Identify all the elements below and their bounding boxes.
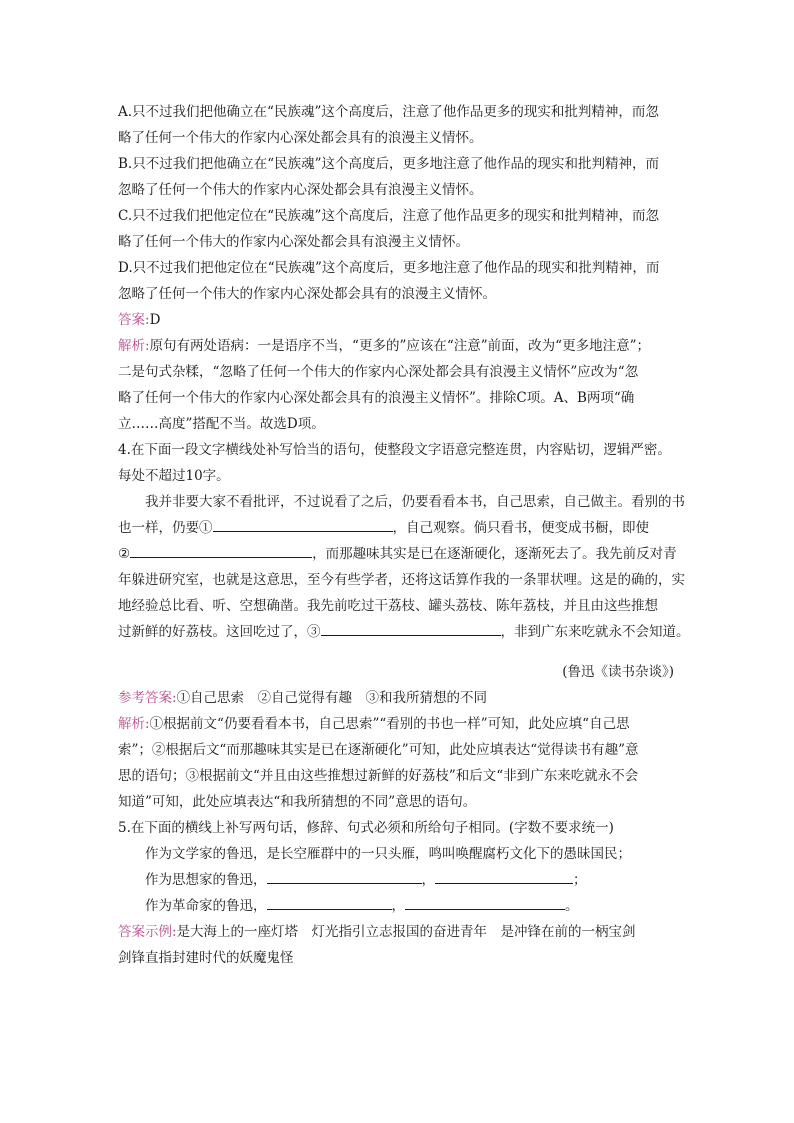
content-column bbox=[118, 99, 690, 971]
passage-text: 也一样，仍要① bbox=[118, 520, 213, 536]
q5-example-line-2: 剑锋直指封建时代的妖魔鬼怪 bbox=[118, 950, 294, 966]
option-d bbox=[118, 255, 678, 307]
option-a-line-1: A.只不过我们把他确立在“民族魂”这个高度后，注意了他作品更多的现实和批判精神，而忽 bbox=[118, 104, 659, 120]
q5-text: 作为思想家的鲁迅， bbox=[145, 872, 267, 888]
q3-answer bbox=[118, 307, 678, 333]
q4-analysis-text-1: ①根据前文“仍要看看本书，自己思索”“看别的书也一样”可知，此处应填“自己思 bbox=[149, 716, 630, 732]
q3-analysis-line-3: 略了任何一个伟大的作家内心深处都会具有的浪漫主义情怀”。排除C项。A、B两项“确 bbox=[118, 390, 635, 406]
q3-analysis-line-1 bbox=[118, 333, 678, 359]
q4-reference-answer bbox=[118, 685, 678, 711]
q5-line-thinker bbox=[118, 867, 678, 893]
q3-analysis-line-2: 二是句式杂糅，“忽略了任何一个伟大的作家内心深处都会具有浪漫主义情怀”应改为“忽 bbox=[118, 364, 639, 380]
q4-prompt bbox=[118, 437, 678, 489]
option-c-line-1: C.只不过我们把他定位在“民族魂”这个高度后，注意了他作品更多的现实和批判精神，而忽 bbox=[118, 208, 659, 224]
option-d-line-1: D.只不过我们把他定位在“民族魂”这个高度后，更多地注意了他作品的现实和批判精神，而 bbox=[118, 260, 660, 276]
q4-passage bbox=[118, 489, 690, 645]
q5-text: ， bbox=[421, 872, 435, 888]
q3-analysis-line-4: 立……高度”搭配不当。故选D项。 bbox=[118, 416, 325, 432]
q4-analysis-line-1 bbox=[118, 711, 678, 737]
passage-line-3 bbox=[118, 541, 678, 567]
blank-thinker-1 bbox=[267, 867, 422, 884]
passage-line-4: 年躲进研究室，也就是这意思，至今有些学者，还将这话算作我的一条罪状哩。这是的确的，实 bbox=[118, 572, 685, 588]
answer-value: D bbox=[149, 312, 161, 328]
q5-prompt: 5.在下面的横线上补写两句话，修辞、句式必须和所给句子相同。(字数不要求统一) bbox=[118, 820, 614, 836]
q5-line-revolutionary bbox=[118, 893, 678, 919]
reference-answer-value: ①自己思索 ②自己觉得有趣 ③和我所猜想的不同 bbox=[176, 690, 488, 706]
option-b-line-2: 忽略了任何一个伟大的作家内心深处都会具有浪漫主义情怀。 bbox=[118, 182, 483, 198]
option-b bbox=[118, 151, 678, 203]
option-a bbox=[118, 99, 678, 151]
passage-line-1: 我并非要大家不看批评，不过说看了之后，仍要看看本书，自己思索，自己做主。看别的书 bbox=[145, 494, 685, 510]
option-b-line-1: B.只不过我们把他确立在“民族魂”这个高度后，更多地注意了他作品的现实和批判精神，而 bbox=[118, 156, 660, 172]
q5-text: 。 bbox=[565, 898, 579, 914]
answer-label: 答案: bbox=[118, 312, 150, 328]
q5-example-answer bbox=[118, 919, 678, 971]
blank-revolutionary-1 bbox=[267, 893, 392, 910]
analysis-label: 解析: bbox=[118, 338, 150, 354]
passage-text: ，而那趣味其实是已在逐渐硬化，逐渐死去了。我先前反对青 bbox=[312, 546, 677, 562]
blank-3 bbox=[321, 619, 501, 636]
q4-analysis-line-4: 知道”可知，此处应填表达“和我所猜想的不同”意思的语句。 bbox=[118, 794, 477, 810]
q4-analysis-line-3: 思的语句；③根据前文“并且由这些推想过新鲜的好荔枝”和后文“非到广东来吃就永不会 bbox=[118, 768, 639, 784]
option-d-line-2: 忽略了任何一个伟大的作家内心深处都会具有的浪漫主义情怀。 bbox=[118, 286, 496, 302]
q5-text: 作为革命家的鲁迅， bbox=[145, 898, 267, 914]
example-answer-text: 是大海上的一座灯塔 灯光指引立志报国的奋进青年 是冲锋在前的一柄宝剑 bbox=[176, 924, 636, 940]
blank-1 bbox=[213, 515, 393, 532]
option-c-line-2: 略了任何一个伟大的作家内心深处都会具有浪漫主义情怀。 bbox=[118, 234, 469, 250]
q4-analysis bbox=[118, 711, 678, 815]
option-c bbox=[118, 203, 678, 255]
passage-source: (鲁迅《读书杂谈》) bbox=[562, 664, 674, 680]
passage-text: 过新鲜的好荔枝。这回吃过了，③ bbox=[118, 624, 321, 640]
q4-prompt-line-1: 4.在下面一段文字横线处补写恰当的语句，使整段文字语意完整连贯，内容贴切，逻辑严密。 bbox=[118, 442, 671, 458]
blank-2 bbox=[130, 541, 312, 558]
passage-line-6 bbox=[118, 619, 690, 645]
q3-analysis-text-1: 原句有两处语病：一是语序不当，“更多的”应该在“注意”前面，改为“更多地注意”； bbox=[149, 338, 650, 354]
q5-given-sentence: 作为文学家的鲁迅，是长空雁群中的一只头雁，鸣叫唤醒腐朽文化下的愚昧国民； bbox=[145, 846, 631, 862]
q5-text: ， bbox=[391, 898, 405, 914]
passage-text: ② bbox=[118, 546, 131, 562]
blank-revolutionary-2 bbox=[405, 893, 565, 910]
example-answer-label: 答案示例: bbox=[118, 924, 177, 940]
q5-text: ； bbox=[573, 872, 587, 888]
q5-example-line-1 bbox=[118, 919, 678, 945]
reference-answer-label: 参考答案: bbox=[118, 690, 177, 706]
analysis-label: 解析: bbox=[118, 716, 150, 732]
q4-prompt-line-2: 每处不超过10字。 bbox=[118, 468, 230, 484]
passage-text: ，自己观察。倘只看书，便变成书橱，即使 bbox=[392, 520, 649, 536]
passage-line-2 bbox=[118, 515, 678, 541]
option-a-line-2: 略了任何一个伟大的作家内心深处都会具有的浪漫主义情怀。 bbox=[118, 130, 483, 146]
q3-analysis bbox=[118, 333, 678, 437]
blank-thinker-2 bbox=[435, 867, 573, 884]
passage-line-5: 地经验总比看、听、空想确凿。我先前吃过干荔枝、罐头荔枝、陈年荔枝，并且由这些推想 bbox=[118, 598, 658, 614]
q4-analysis-line-2: 索”；②根据后文“而那趣味其实是已在逐渐硬化”可知，此处应填表达“觉得读书有趣”意 bbox=[118, 742, 639, 758]
passage-text: ，非到广东来吃就永不会知道。 bbox=[500, 624, 690, 640]
